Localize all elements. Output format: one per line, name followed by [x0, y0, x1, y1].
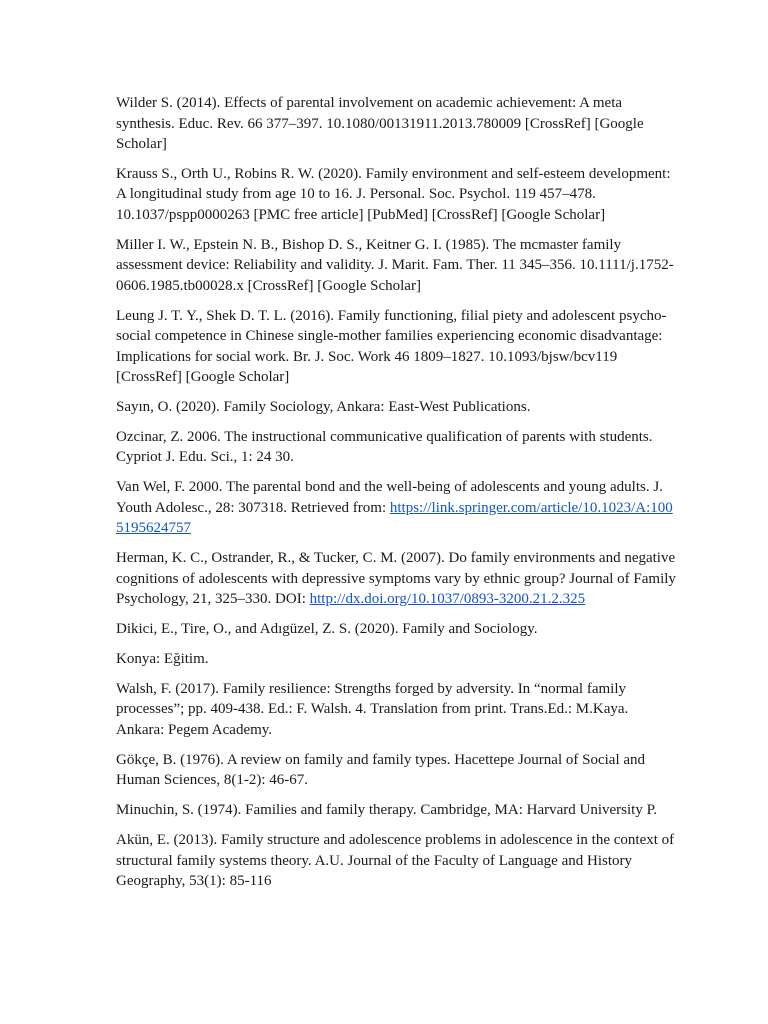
reference-text: Krauss S., Orth U., Robins R. W. (2020). Family environment and self-esteem development: A longitudinal study from age 10 to 16. J. Personal. Soc. Psychol. 119 457–478. 10.1037/pspp0000263 [PMC free article] [PubMed] [CrossRef] [Google Scholar]: [116, 165, 671, 223]
reference-text: Gökçe, B. (1976). A review on family and family types. Hacettepe Journal of Social and Human Sciences, 8(1-2): 46-67.: [116, 751, 646, 789]
reference-item: [116, 306, 676, 388]
reference-text: Leung J. T. Y., Shek D. T. L. (2016). Family functioning, filial piety and adolescent psycho-social competence in Chinese single-mother families experiencing economic disadvantage: Implications for social work. Br. J. Soc. Work 46 1809–1827. 10.1093/bjsw/bcv119 [CrossRef] [Google Scholar]: [116, 307, 667, 386]
reference-text: Konya: Eğitim.: [116, 651, 209, 668]
reference-item: [116, 235, 676, 297]
reference-link[interactable]: http://dx.doi.org/10.1037/0893-3200.21.2.325: [309, 591, 586, 608]
reference-item: [116, 800, 676, 821]
reference-item: [116, 93, 676, 155]
reference-item: [116, 619, 676, 640]
reference-text: Dikici, E., Tire, O., and Adıgüzel, Z. S. (2020). Family and Sociology.: [116, 621, 538, 638]
reference-item: [116, 649, 676, 670]
reference-item: [116, 548, 676, 610]
reference-text: Ozcinar, Z. 2006. The instructional communicative qualification of parents with students. Cypriot J. Edu. Sci., 1: 24 30.: [116, 428, 653, 466]
reference-text: Miller I. W., Epstein N. B., Bishop D. S., Keitner G. I. (1985). The mcmaster family assessment device: Reliability and validity. J. Marit. Fam. Ther. 11 345–356. 10.1111/j.1752-0606.1985.tb00028.x [CrossRef] [Google Scholar]: [116, 236, 674, 294]
reference-link[interactable]: https://link.springer.com/article/10.1023/A:1005195624757: [116, 499, 673, 537]
reference-item: [116, 477, 676, 539]
reference-item: [116, 679, 676, 741]
reference-item: [116, 830, 676, 892]
reference-text: Walsh, F. (2017). Family resilience: Strengths forged by adversity. In “normal family processes”; pp. 409-438. Ed.: F. Walsh. 4. Translation from print. Trans.Ed.: M.Kaya. Ankara: Pegem Academy.: [116, 680, 629, 738]
reference-list: [116, 93, 676, 901]
reference-item: [116, 397, 676, 418]
reference-text: Van Wel, F. 2000. The parental bond and the well-being of adolescents and young adults. J. Youth Adolesc., 28: 307318. Retrieved from:: [116, 479, 663, 516]
reference-text: Sayın, O. (2020). Family Sociology, Ankara: East-West Publications.: [116, 399, 531, 416]
reference-text: Akün, E. (2013). Family structure and adolescence problems in adolescence in the context of structural family systems theory. A.U. Journal of the Faculty of Language and History Geography, 53(1): 85-116: [116, 832, 675, 890]
reference-text: Wilder S. (2014). Effects of parental involvement on academic achievement: A meta synthesis. Educ. Rev. 66 377–397. 10.1080/00131911.2013.780009 [CrossRef] [Google Scholar]: [116, 95, 644, 152]
reference-text: Herman, K. C., Ostrander, R., & Tucker, C. M. (2007). Do family environments and negative cognitions of adolescents with depressive symptoms vary by ethnic group? Journal of Family Psychology, 21, 325–330. DOI:: [116, 550, 676, 608]
reference-item: [116, 750, 676, 791]
reference-item: [116, 427, 676, 468]
reference-item: [116, 164, 676, 226]
reference-text: Minuchin, S. (1974). Families and family therapy. Cambridge, MA: Harvard University P.: [116, 802, 658, 819]
